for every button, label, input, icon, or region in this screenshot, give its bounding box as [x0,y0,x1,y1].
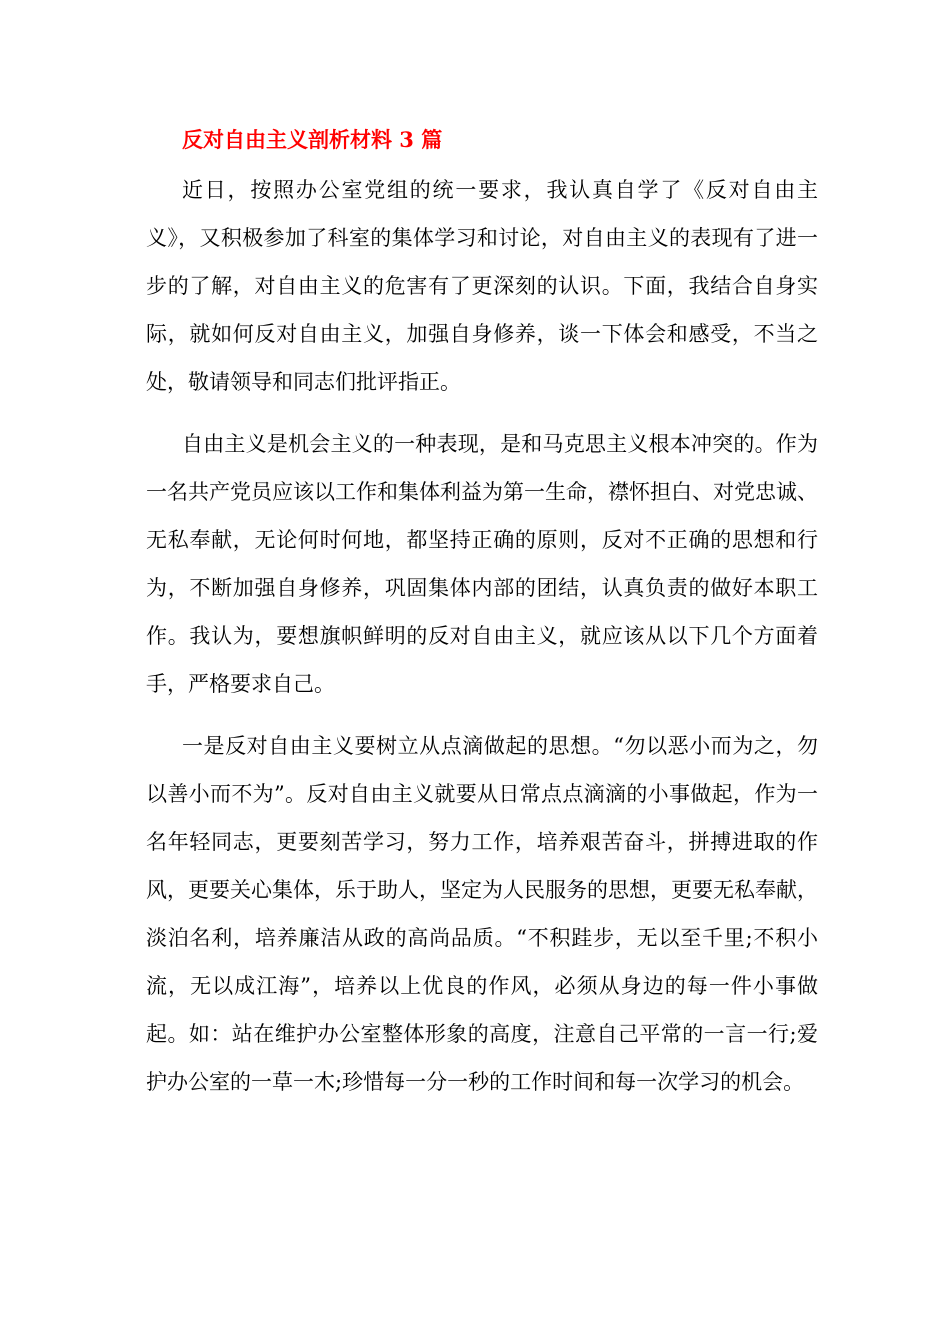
paragraph-3: 一是反对自由主义要树立从点滴做起的思想。“勿以恶小而为之，勿以善小而不为”。反对自由主义就要从日常点点滴滴的小事做起，作为一名年轻同志，更要刻苦学习，努力工作，培养艰苦奋斗，拼搏进取的作风，更要关心集体，乐于助人，坚定为人民服务的思想，更要无私奉献，淡泊名利，培养廉洁从政的高尚品质。“不积跬步，无以至千里;不积小流，无以成江海”，培养以上优良的作风，必须从身边的每一件小事做起。如：站在维护办公室整体形象的高度，注意自己平常的一言一行;爱护办公室的一草一木;珍惜每一分一秒的工作时间和每一次学习的机会。 [146,734,818,1094]
document-title: 反对自由主义剖析材料 3 篇 [182,127,443,152]
paragraph-1: 近日，按照办公室党组的统一要求，我认真自学了《反对自由主义》，又积极参加了科室的集体学习和讨论，对自由主义的表现有了进一步的了解，对自由主义的危害有了更深刻的认识。下面，我结合自身实际，就如何反对自由主义，加强自身修养，谈一下体会和感受，不当之处，敬请领导和同志们批评指正。 [146,178,818,394]
paragraph-2: 自由主义是机会主义的一种表现，是和马克思主义根本冲突的。作为一名共产党员应该以工作和集体利益为第一生命，襟怀担白、对党忠诚、无私奉献，无论何时何地，都坚持正确的原则，反对不正确的思想和行为，不断加强自身修养，巩固集体内部的团结，认真负责的做好本职工作。我认为，要想旗帜鲜明的反对自由主义，就应该从以下几个方面着手，严格要求自己。 [146,432,818,696]
document-body [146,166,818,1106]
